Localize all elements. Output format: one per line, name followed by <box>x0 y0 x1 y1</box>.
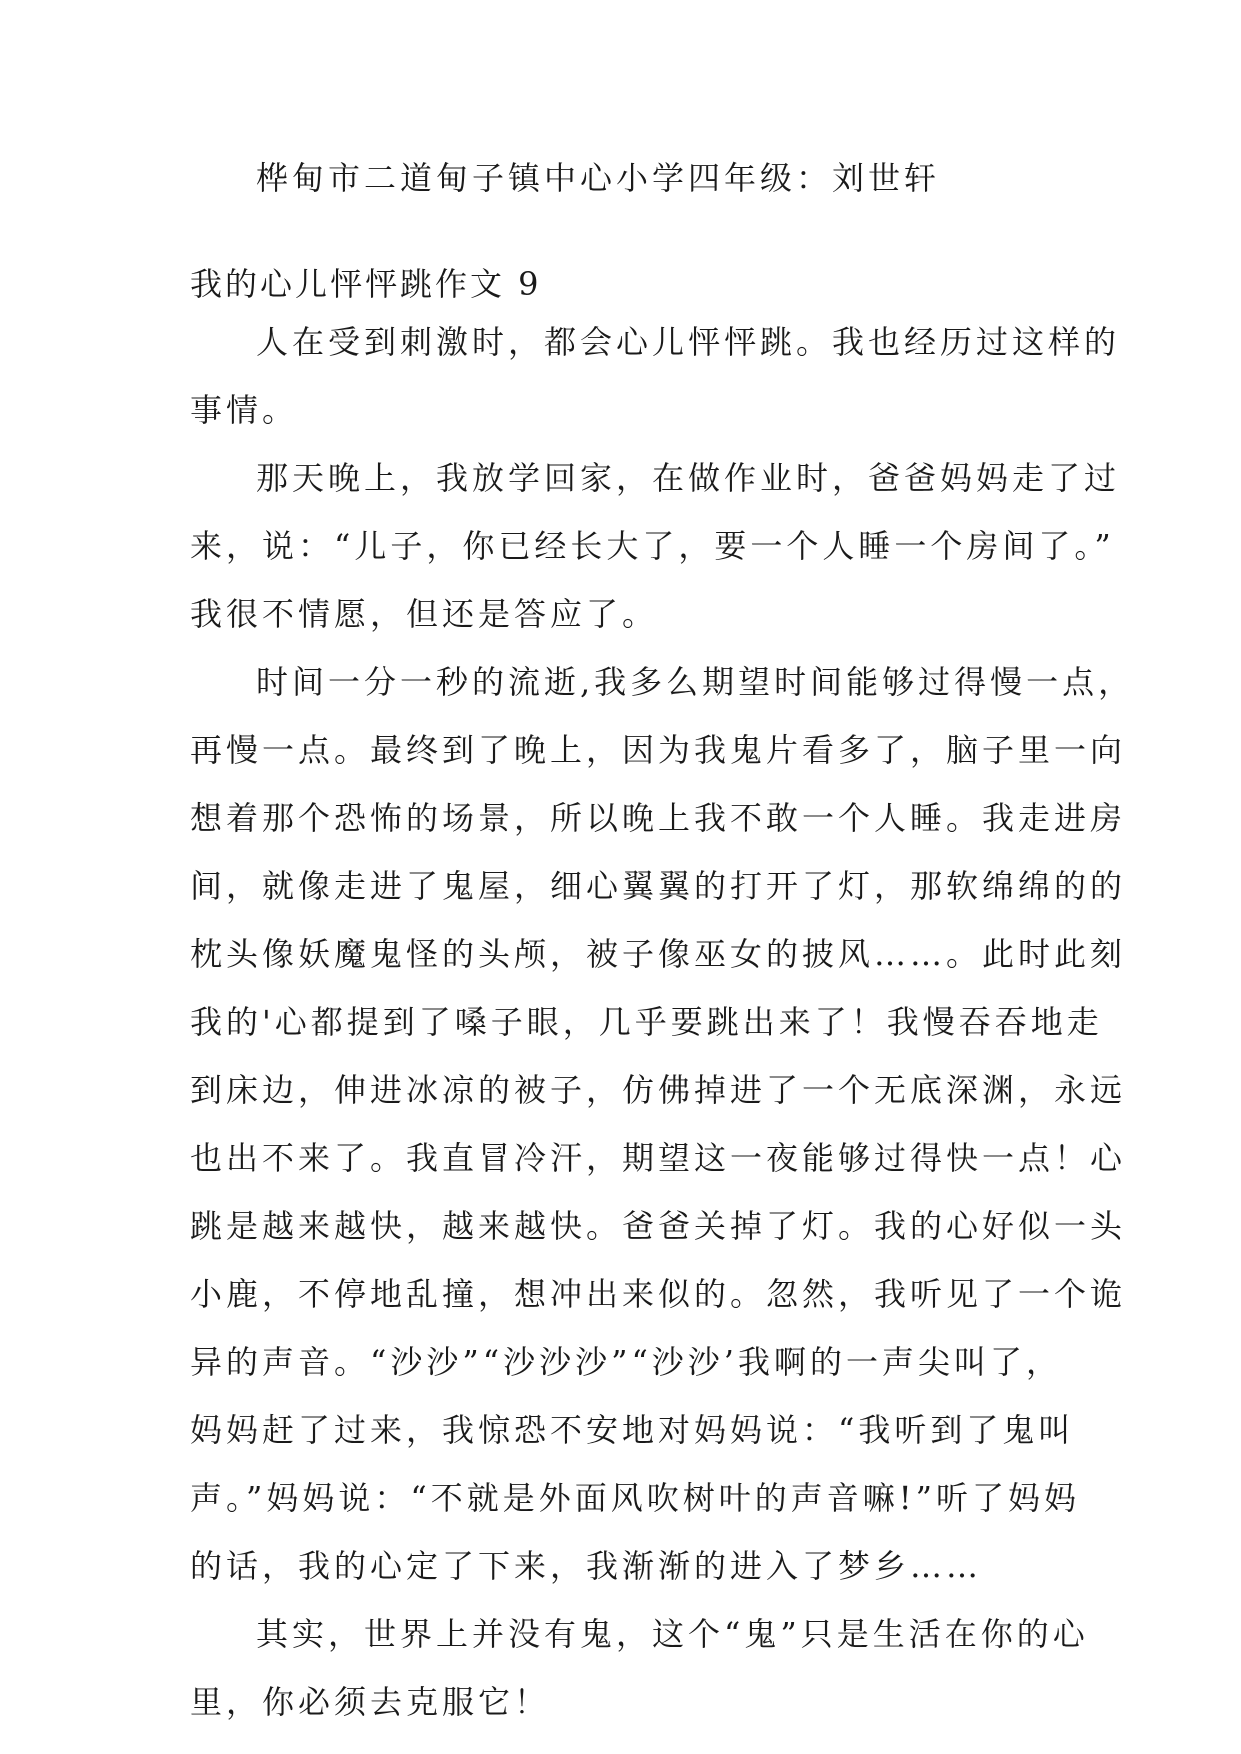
paragraph-line: 枕头像妖魔鬼怪的头颅，被子像巫女的披风……。此时此刻 <box>190 935 1127 973</box>
paragraph-line: 跳是越来越快，越来越快。爸爸关掉了灯。我的心好似一头 <box>190 1207 1127 1245</box>
paragraph-line: 想着那个恐怖的场景，所以晚上我不敢一个人睡。我走进房 <box>190 799 1127 837</box>
paragraph-line: 异的声音。“沙沙”“沙沙沙”“沙沙’我啊的一声尖叫了， <box>190 1343 1062 1381</box>
paragraph-2 <box>190 458 1121 634</box>
paragraph-line: 间，就像走进了鬼屋，细心翼翼的打开了灯，那软绵绵的的 <box>190 867 1127 905</box>
author-line: 桦甸市二道甸子镇中心小学四年级：刘世轩 <box>256 159 941 197</box>
paragraph-line: 我很不情愿，但还是答应了。 <box>190 595 659 633</box>
paragraph-line: 再慢一点。最终到了晚上，因为我鬼片看多了，脑子里一向 <box>190 731 1127 769</box>
paragraph-line: 小鹿，不停地乱撞，想冲出来似的。忽然，我听见了一个诡 <box>190 1275 1127 1313</box>
paragraph-line: 事情。 <box>190 391 299 429</box>
paragraph-line: 的话，我的心定了下来，我渐渐的进入了梦乡…… <box>190 1547 983 1585</box>
paragraph-line: 我的'心都提到了嗓子眼，几乎要跳出来了！我慢吞吞地走 <box>190 1003 1103 1041</box>
paragraph-line: 声。”妈妈说：“不就是外面风吹树叶的声音嘛!”听了妈妈 <box>190 1479 1080 1517</box>
paragraph-line: 来，说：“儿子，你已经长大了，要一个人睡一个房间了。” <box>190 527 1115 565</box>
document-body <box>190 158 1135 1750</box>
paragraph-line: 其实，世界上并没有鬼，这个“鬼”只是生活在你的心 <box>256 1615 1089 1653</box>
essay-title: 我的心儿怦怦跳作文 9 <box>190 265 542 303</box>
paragraph-line: 人在受到刺激时，都会心儿怦怦跳。我也经历过这样的 <box>256 323 1121 361</box>
paragraph-4 <box>190 1614 1089 1722</box>
paragraph-line: 那天晚上，我放学回家，在做作业时，爸爸妈妈走了过 <box>256 459 1121 497</box>
paragraph-line: 里，你必须去克服它！ <box>190 1683 551 1721</box>
paragraph-1 <box>190 322 1121 430</box>
paragraph-3 <box>190 662 1135 1586</box>
paragraph-line: 到床边，伸进冰凉的被子，仿佛掉进了一个无底深渊，永远 <box>190 1071 1127 1109</box>
paragraph-line: 也出不来了。我直冒冷汗，期望这一夜能够过得快一点！心 <box>190 1139 1127 1177</box>
paragraph-line: 时间一分一秒的流逝,我多么期望时间能够过得慢一点， <box>256 663 1135 701</box>
paragraph-line: 妈妈赶了过来，我惊恐不安地对妈妈说：“我听到了鬼叫 <box>190 1411 1075 1449</box>
